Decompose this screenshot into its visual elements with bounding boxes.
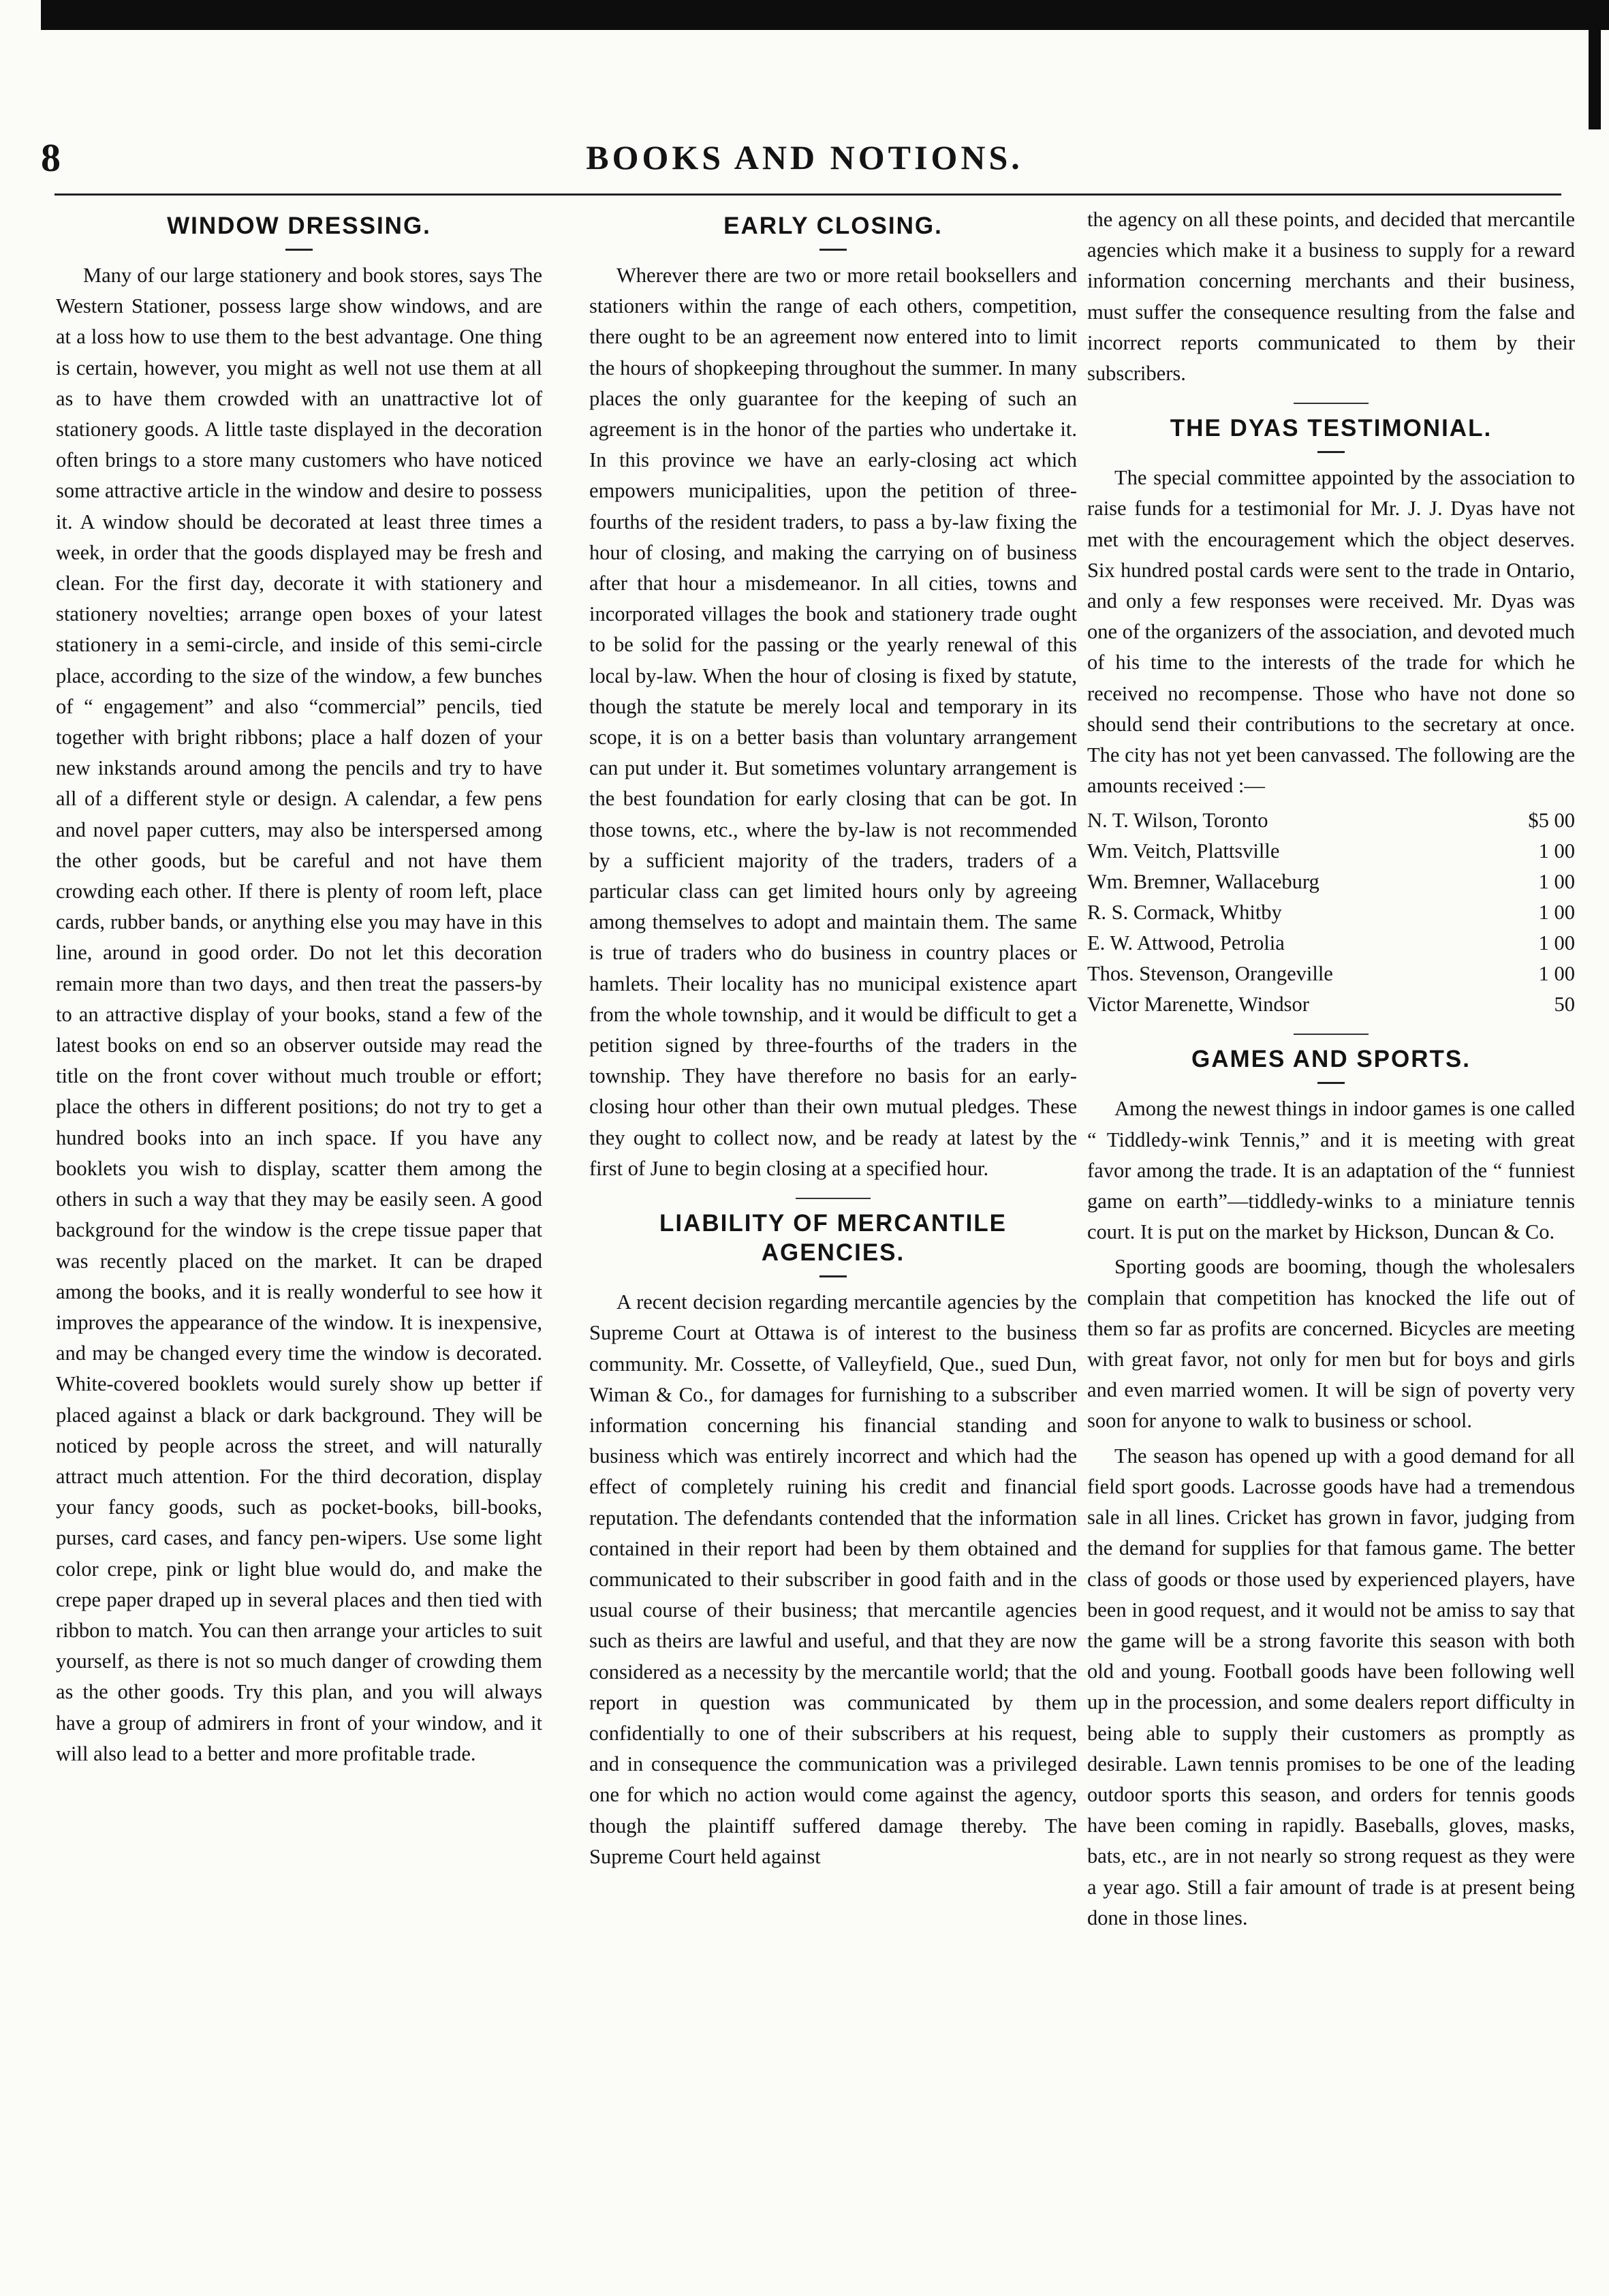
article-paragraph: The season has opened up with a good demand for all field sport goods. Lacrosse goods have had a tremendous sale in all lines. Cricket has grown in favor, judging from the demand for supplies for that famous game. The better class of goods or those used by experienced players, have been in good request, and it would not be amiss to say that the game will be a strong favorite this season with both old and young. Football goods have been following well up in the procession, and some dealers report difficulty in being able to supply their customers as promptly as desirable. Lawn tennis promises to be one of the leading outdoor sports this season, and orders for tennis goods have been coming in rapidly. Baseballs, gloves, masks, bats, etc., are in not nearly so strong request as they were a year ago. Still a fair amount of trade is at present being done in those lines. [1087, 1444, 1575, 1929]
article-paragraph: The special committee appointed by the association to raise funds for a testimonial for Mr. J. J. Dyas have not met with the encouragement which the object deserves. Six hundred postal cards were sent to the trade in Ontario, and only a few responses were received. Mr. Dyas was one of the organizers of the association, and devoted much of his time to the interests of the trade for which he received no recompense. Those who have not done so should send their contributions to the secretary at once. The city has not yet been canvassed. The following are the amounts received :— [1087, 466, 1575, 798]
subscriber-name: N. T. Wilson, Toronto [1087, 809, 1268, 833]
top-border [41, 0, 1609, 30]
list-item [1087, 989, 1575, 1020]
heading-early-closing: EARLY CLOSING. [723, 213, 943, 239]
article-paragraph: the agency on all these points, and decided that mercantile agencies which make it a business to supply for a reward information concerning merchants and their business, must suffer the consequence resulting from the false and incorrect reports communicated to them by their subscribers. [1087, 208, 1575, 386]
header-rule [54, 193, 1561, 196]
article-paragraph: A recent decision regarding mercantile agencies by the Supreme Court at Ottawa is of interest to the business community. Mr. Cossette, of Valleyfield, Que., sued Dun, Wiman & Co., for damages for furnishing to a subscriber information concerning his financial standing and business which was entirely incorrect and which had the effect of completely ruining his credit and financial reputation. The defendants contended that the information contained in their report had been by them obtained and communicated to their subscriber in good faith and in the usual course of their business; that mercantile agencies such as theirs are lawful and useful, and that they are now considered as a necessity by the mercantile world; that the report in question was communicated by them confidentially to one of their subscribers at his request, and in consequence the communication was a privileged one for which no action would come against the agency, though the plaintiff suffered damage thereby. The Supreme Court held against [589, 1290, 1077, 1868]
heading-dyas-testimonial: THE DYAS TESTIMONIAL. [1170, 415, 1493, 442]
subscriber-amount: 1 00 [1538, 839, 1575, 863]
page-number: 8 [41, 136, 61, 180]
list-item [1087, 897, 1575, 928]
subscriber-amount: 1 00 [1538, 901, 1575, 925]
heading-dash [819, 249, 847, 251]
article-paragraph: Sporting goods are booming, though the wholesalers complain that competition has knocked the life out of them so far as profits are concerned. Bicycles are meeting with great favor, not only for men but for boys and girls and even married women. It will be sign of poverty very soon for anyone to walk to business or school. [1087, 1255, 1575, 1433]
section-divider [1294, 403, 1369, 404]
subscriber-name: Thos. Stevenson, Orangeville [1087, 962, 1333, 986]
column-1 [56, 204, 542, 1773]
subscriber-name: Wm. Bremner, Wallaceburg [1087, 870, 1319, 894]
section-divider [1294, 1034, 1369, 1035]
heading-liability: LIABILITY OF MERCANTILE AGENCIES. [659, 1210, 1007, 1267]
subscriber-amount: $5 00 [1528, 809, 1575, 833]
article-paragraph: Among the newest things in indoor games is one called “ Tiddledy-wink Tennis,” and it is meeting with great favor among the trade. It is an adaptation of the “ funniest game on earth”—tiddledy-winks to a miniature tennis court. It is put on the market by Hickson, Duncan & Co. [1087, 1097, 1575, 1244]
article-paragraph: Wherever there are two or more retail booksellers and stationers within the range of each others, competition, there ought to be an agreement now entered into to limit the hours of shopkeeping throughout the summer. In many places the only guarantee for the keeping of such an agreement is in the honor of the parties who undertake it. In this province we have an early-closing act which empowers municipalities, upon the petition of three-fourths of the resident traders, to pass a by-law fixing the hour of closing, and making the carrying on of business after that hour a misdemeanor. In all cities, towns and incorporated villages the book and stationery trade ought to be solid for the passing or the yearly renewal of this local by-law. When the hour of closing is fixed by statute, though the statute be merely local and temporary in its scope, it is on a better basis than voluntary arrangement can put under it. But sometimes voluntary arrangement is the best foundation for early closing that can be got. In those towns, etc., where the by-law is not recommended by a sufficient majority of the traders, traders of a particular class can get limited hours only by agreeing among themselves to adopt and maintain them. The same is true of traders who do business in country places or hamlets. Their locality has no municipal existence apart from the whole township, and it would be difficult to get a petition signed by three-fourths of the traders in the township. They have therefore no basis for an early-closing hour other than their own mutual pledges. These they ought to collect now, and be ready at latest by the first of June to begin closing at a specified hour. [589, 264, 1077, 1180]
subscriber-name: R. S. Cormack, Whitby [1087, 901, 1282, 925]
subscriber-amount: 1 00 [1538, 931, 1575, 955]
heading-dash [819, 1275, 847, 1277]
heading-window-dressing: WINDOW DRESSING. [167, 213, 431, 239]
subscriber-amount: 1 00 [1538, 962, 1575, 986]
subscription-list [1087, 805, 1575, 1020]
heading-dash [1317, 451, 1345, 453]
column-2 [589, 204, 1077, 1876]
column-3 [1087, 204, 1575, 1938]
list-item [1087, 836, 1575, 867]
heading-dash [1317, 1082, 1345, 1084]
subscriber-amount: 1 00 [1538, 870, 1575, 894]
list-item [1087, 805, 1575, 836]
section-divider [796, 1198, 871, 1199]
right-border [1589, 27, 1601, 129]
list-item [1087, 959, 1575, 989]
masthead-title: BOOKS AND NOTIONS. [586, 138, 1023, 176]
list-item [1087, 867, 1575, 897]
article-paragraph: Many of our large stationery and book stores, says The Western Stationer, possess large show windows, and are at a loss how to use them to the best advantage. One thing is certain, however, you might as well not use them at all as to have them crowded with an unattractive lot of stationery goods. A little taste displayed in the decoration often brings to a store many customers who have noticed some attractive article in the window and desire to possess it. A window should be decorated at least three times a week, in order that the goods displayed may be fresh and clean. For the first day, decorate it with stationery and stationery novelties; arrange open boxes of your latest stationery in a semi-circle, and inside of this semi-circle place, according to the size of the window, a few bunches of “ engagement” and also “commercial” pencils, tied together with bright ribbons; place a half dozen of your new inkstands around among the pencils and try to have all of a different style or design. A calendar, a few pens and novel paper cutters, may also be interspersed among the other goods, but be careful and not have them crowding each other. If there is plenty of room left, place cards, rubber bands, or anything else you may have in this line, around in good order. Do not let this decoration remain more than two days, and then treat the passers-by to an attractive display of your books, stand a few of the latest books on end so an observer outside may read the title on the front cover without much trouble or effort; place the others in different positions; do not try to get a hundred books into an inch space. If you have any booklets you wish to display, scatter them among the others in such a way that they may be easily seen. A good background for the window is the crepe tissue paper that was recently placed on the market. It can be draped among the books, and it is really wonderful to see how it improves the appearance of the window. It is inexpensive, and may be changed every time the window is decorated. White-covered booklets would surely show up better if placed against a black or dark background. They will be noticed by people across the street, and will naturally attract much attention. For the third decoration, display your fancy goods, such as pocket-books, bill-books, purses, card cases, and fancy pen-wipers. Use some light color crepe, pink or light blue would do, and make the crepe paper draped up in several places and then tied with ribbon to match. You can then arrange your articles to suit yourself, as there is not so much danger of crowding them as the other goods. Try this plan, and you will always have a group of admirers in front of your window, and it will also lead to a better and more profitable trade. [56, 264, 543, 1765]
subscriber-amount: 50 [1554, 993, 1575, 1017]
heading-games-and-sports: GAMES AND SPORTS. [1191, 1046, 1471, 1073]
heading-dash [285, 249, 313, 251]
subscriber-name: E. W. Attwood, Petrolia [1087, 931, 1285, 955]
list-item [1087, 928, 1575, 959]
subscriber-name: Victor Marenette, Windsor [1087, 993, 1309, 1017]
subscriber-name: Wm. Veitch, Plattsville [1087, 839, 1280, 863]
